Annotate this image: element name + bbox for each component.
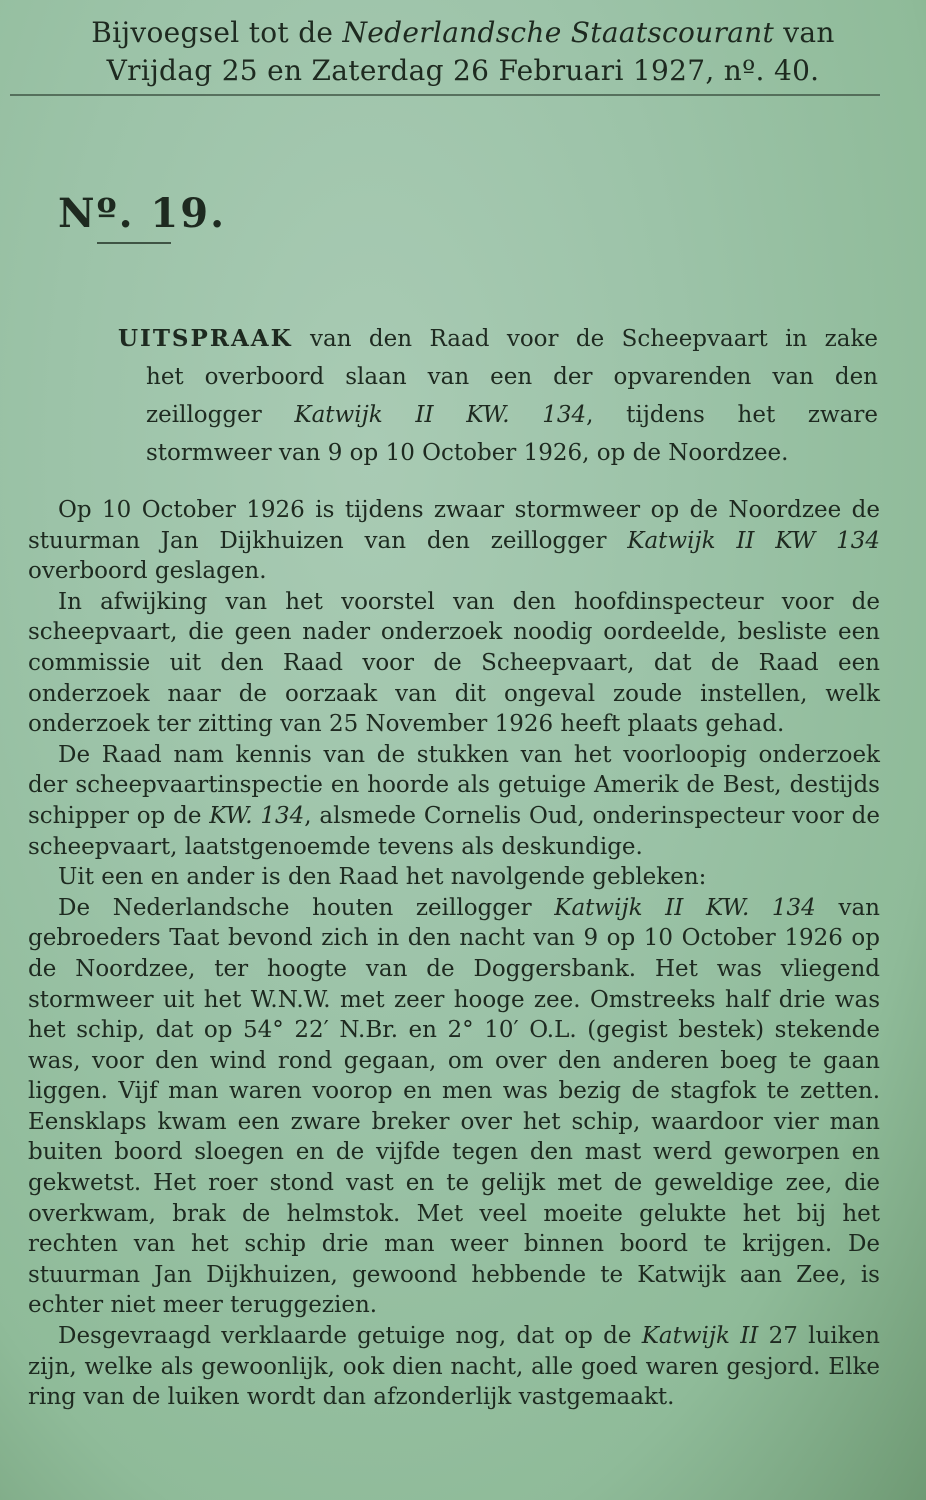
p3-vessel: KW. 134 <box>209 802 305 829</box>
header-newspaper-name: Nederlandsche Staatscourant <box>342 16 775 49</box>
paragraph-4: Uit een en ander is den Raad het navolgende gebleken: <box>58 864 707 891</box>
p1-text-a: Op 10 October 1926 is tijdens zwaar stormweer op de Noordzee de stuurman Jan Dijkhuizen van den zeillogger <box>28 497 880 554</box>
publication-header <box>0 14 926 90</box>
header-divider <box>10 94 880 96</box>
paragraph-3 <box>28 740 880 862</box>
verdict-title <box>118 320 878 472</box>
paragraph-1 <box>28 495 880 587</box>
header-line-2: Vrijdag 25 en Zaterdag 26 Februari 1927, nº. 40. <box>106 54 820 87</box>
title-line-3-prefix: zeillogger <box>146 402 295 428</box>
document-number: Nº. 19. <box>58 190 227 237</box>
p6-text-b: 27 luiken zijn, welke als gewoonlijk, ook dien nacht, alle goed waren gesjord. Elke ring van de luiken wordt dan afzonderlijk vastgemaakt. <box>28 1323 880 1411</box>
title-line-2: het overboord slaan van een der opvarenden van den <box>146 364 878 390</box>
paragraph-6 <box>28 1321 880 1413</box>
verdict-body <box>28 495 880 1413</box>
title-line-1 <box>118 320 878 358</box>
paragraph-5 <box>28 893 880 1321</box>
header-line-1 <box>0 14 926 52</box>
p3-text-a: De Raad nam kennis van de stukken van het voorloopig onderzoek der scheepvaartinspectie en hoorde als getuige Amerik de Best, destijds schipper op de <box>28 741 880 829</box>
p5-text-b: van gebroeders Taat bevond zich in den nacht van 9 op 10 October 1926 op de Noordzee, ter hoogte van de Doggersbank. Het was vliegend stormweer uit het W.N.W. met zeer hooge zee. Omstreeks half drie was het schip, dat op 54° 22′ N.Br. en 2° 10′ O.L. (gegist bestek) stekende was, voor den wind rond gegaan, om over den anderen boeg te gaan liggen. Vijf man waren voorop en men was bezig de stagfok te zetten. Eensklaps kwam een zware breker over het schip, waardoor vier man buiten boord sloegen en de vijfde tegen den mast werd geworpen en gekwetst. Het roer stond vast en te gelijk met de geweldige zee, die overkwam, brak de helmstok. Met veel moeite gelukte het bij het rechten van het schip drie man weer binnen boord te krijgen. De stuurman Jan Dijkhuizen, gewoond hebbende te Katwijk aan Zee, is echter niet meer teruggezien. <box>28 894 880 1319</box>
title-line-4: stormweer van 9 op 10 October 1926, op de Noordzee. <box>146 440 789 466</box>
header-prefix: Bijvoegsel tot de <box>91 16 343 49</box>
p5-vessel: Katwijk II KW. 134 <box>554 894 816 921</box>
p3-text-b: , alsmede Cornelis Oud, onderinspecteur voor de scheepvaart, laatstgenoemde tevens als deskundige. <box>28 802 880 860</box>
p1-text-b: overboord geslagen. <box>28 558 267 585</box>
title-line-1-rest: van den Raad voor de Scheepvaart in zake <box>292 326 878 352</box>
title-line-3-suffix: , tijdens het zware <box>586 402 879 428</box>
vessel-name: Katwijk II KW. 134 <box>294 402 587 428</box>
title-line-3 <box>118 396 878 434</box>
p6-text-a: Desgevraagd verklaarde getuige nog, dat op de <box>58 1323 642 1350</box>
p5-text-a: De Nederlandsche houten zeillogger <box>58 894 555 921</box>
p6-vessel: Katwijk II <box>641 1323 759 1350</box>
p1-vessel: Katwijk II KW 134 <box>627 527 880 554</box>
number-underline <box>97 242 171 244</box>
paragraph-2: In afwijking van het voorstel van den hoofdinspecteur voor de scheepvaart, die geen nader onderzoek noodig oordeelde, besliste een commissie uit den Raad voor de Scheepvaart, dat de Raad een onderzoek naar de oorzaak van dit ongeval zoude instellen, welk onderzoek ter zitting van 25 November 1926 heeft plaats gehad. <box>28 588 880 738</box>
header-suffix: van <box>774 16 835 49</box>
title-lead: UITSPRAAK <box>118 325 293 352</box>
